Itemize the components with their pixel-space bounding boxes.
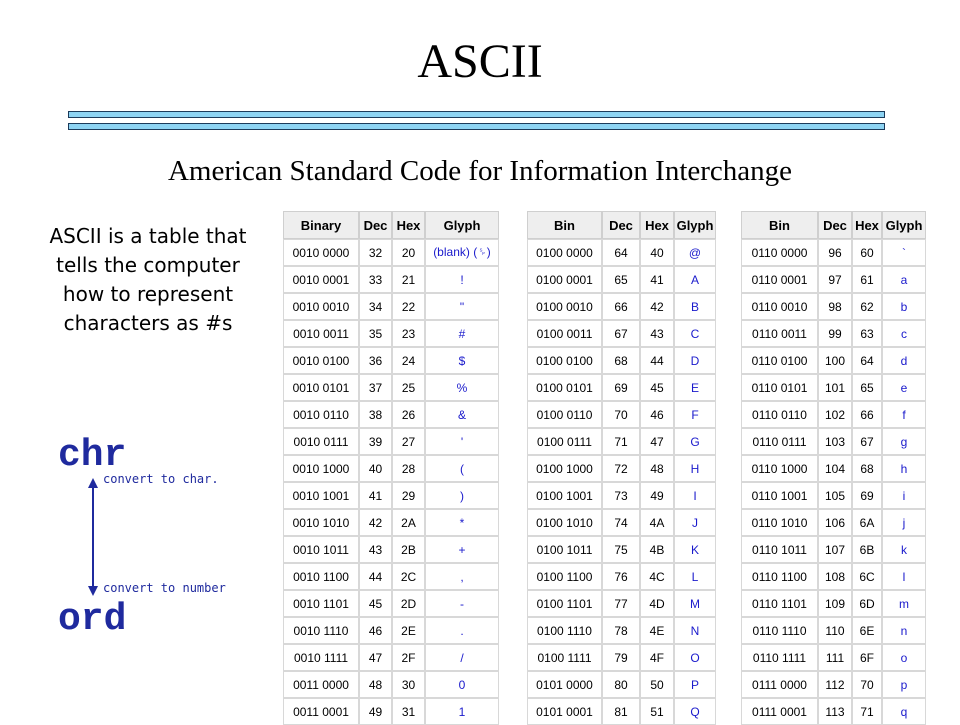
dec-cell: 72 (602, 455, 640, 482)
dec-cell: 106 (818, 509, 852, 536)
table-row (741, 428, 926, 455)
hex-cell: 48 (640, 455, 674, 482)
binary-cell: 0110 1010 (741, 509, 818, 536)
column-header-binary: Bin (741, 211, 818, 239)
dec-cell: 100 (818, 347, 852, 374)
ord-label: ord (58, 598, 127, 641)
dec-cell: 32 (359, 239, 392, 266)
hex-cell: 22 (392, 293, 425, 320)
hex-cell: 2B (392, 536, 425, 563)
hex-cell: 47 (640, 428, 674, 455)
hex-cell: 49 (640, 482, 674, 509)
glyph-cell: D (674, 347, 716, 374)
glyph-cell: P (674, 671, 716, 698)
dec-cell: 112 (818, 671, 852, 698)
dec-cell: 79 (602, 644, 640, 671)
dec-cell: 38 (359, 401, 392, 428)
table-row (283, 482, 499, 509)
dec-cell: 49 (359, 698, 392, 725)
glyph-cell: j (882, 509, 926, 536)
header-row (527, 211, 716, 239)
binary-cell: 0100 0000 (527, 239, 602, 266)
hex-cell: 27 (392, 428, 425, 455)
binary-cell: 0110 1111 (741, 644, 818, 671)
hex-cell: 60 (852, 239, 882, 266)
dec-cell: 101 (818, 374, 852, 401)
table-row (283, 698, 499, 725)
binary-cell: 0100 0010 (527, 293, 602, 320)
hex-cell: 26 (392, 401, 425, 428)
binary-cell: 0010 0001 (283, 266, 359, 293)
glyph-cell: (blank) (␠) (425, 239, 499, 266)
table-row (527, 320, 716, 347)
dec-cell: 66 (602, 293, 640, 320)
glyph-cell: h (882, 455, 926, 482)
dec-cell: 42 (359, 509, 392, 536)
slide-title: ASCII (417, 35, 543, 88)
hex-cell: 66 (852, 401, 882, 428)
ascii-table-2 (527, 211, 716, 725)
glyph-cell: / (425, 644, 499, 671)
title-rule-bottom (68, 123, 885, 130)
hex-cell: 40 (640, 239, 674, 266)
hex-cell: 2A (392, 509, 425, 536)
dec-cell: 99 (818, 320, 852, 347)
dec-cell: 64 (602, 239, 640, 266)
hex-cell: 4F (640, 644, 674, 671)
table-row (527, 347, 716, 374)
glyph-cell: + (425, 536, 499, 563)
hex-cell: 41 (640, 266, 674, 293)
column-header-glyph: Glyph (882, 211, 926, 239)
dec-cell: 107 (818, 536, 852, 563)
dec-cell: 48 (359, 671, 392, 698)
binary-cell: 0010 0010 (283, 293, 359, 320)
table-row (741, 293, 926, 320)
table-row (283, 671, 499, 698)
dec-cell: 77 (602, 590, 640, 617)
glyph-cell: f (882, 401, 926, 428)
table-row (527, 644, 716, 671)
glyph-cell: q (882, 698, 926, 725)
table-row (283, 428, 499, 455)
table-row (741, 374, 926, 401)
column-header-glyph: Glyph (425, 211, 499, 239)
table-row (741, 563, 926, 590)
glyph-cell: e (882, 374, 926, 401)
hex-cell: 4C (640, 563, 674, 590)
binary-cell: 0110 1100 (741, 563, 818, 590)
glyph-cell: Q (674, 698, 716, 725)
glyph-cell: c (882, 320, 926, 347)
hex-cell: 4D (640, 590, 674, 617)
table-row (527, 374, 716, 401)
table-row (741, 644, 926, 671)
hex-cell: 28 (392, 455, 425, 482)
dec-cell: 36 (359, 347, 392, 374)
dec-cell: 35 (359, 320, 392, 347)
binary-cell: 0100 0100 (527, 347, 602, 374)
glyph-cell: @ (674, 239, 716, 266)
table-row (283, 563, 499, 590)
glyph-cell: l (882, 563, 926, 590)
dec-cell: 96 (818, 239, 852, 266)
dec-cell: 44 (359, 563, 392, 590)
binary-cell: 0110 0001 (741, 266, 818, 293)
binary-cell: 0100 1011 (527, 536, 602, 563)
binary-cell: 0010 1101 (283, 590, 359, 617)
dec-cell: 71 (602, 428, 640, 455)
hex-cell: 6A (852, 509, 882, 536)
binary-cell: 0010 0000 (283, 239, 359, 266)
table-row (527, 617, 716, 644)
table-row (527, 482, 716, 509)
binary-cell: 0100 0111 (527, 428, 602, 455)
dec-cell: 46 (359, 617, 392, 644)
table-row (527, 266, 716, 293)
glyph-cell: # (425, 320, 499, 347)
glyph-cell: 1 (425, 698, 499, 725)
glyph-cell: M (674, 590, 716, 617)
hex-cell: 20 (392, 239, 425, 266)
binary-cell: 0110 1011 (741, 536, 818, 563)
hex-cell: 25 (392, 374, 425, 401)
table-row (283, 266, 499, 293)
binary-cell: 0010 1001 (283, 482, 359, 509)
hex-cell: 64 (852, 347, 882, 374)
table-row (741, 482, 926, 509)
hex-cell: 62 (852, 293, 882, 320)
table-row (741, 536, 926, 563)
column-header-hex: Hex (392, 211, 425, 239)
glyph-cell: o (882, 644, 926, 671)
dec-cell: 108 (818, 563, 852, 590)
hex-cell: 6D (852, 590, 882, 617)
table-row (283, 239, 499, 266)
hex-cell: 6B (852, 536, 882, 563)
slide-subtitle: American Standard Code for Information Interchange (167, 155, 793, 187)
table-row (283, 644, 499, 671)
glyph-cell: B (674, 293, 716, 320)
table-row (741, 347, 926, 374)
table-row (283, 536, 499, 563)
binary-cell: 0100 1010 (527, 509, 602, 536)
table-row (741, 590, 926, 617)
dec-cell: 75 (602, 536, 640, 563)
glyph-cell: m (882, 590, 926, 617)
glyph-cell: g (882, 428, 926, 455)
glyph-cell: L (674, 563, 716, 590)
binary-cell: 0100 0101 (527, 374, 602, 401)
hex-cell: 29 (392, 482, 425, 509)
binary-cell: 0100 1000 (527, 455, 602, 482)
hex-cell: 21 (392, 266, 425, 293)
hex-cell: 4B (640, 536, 674, 563)
table-row (741, 401, 926, 428)
hex-cell: 6F (852, 644, 882, 671)
hex-cell: 51 (640, 698, 674, 725)
binary-cell: 0010 1010 (283, 509, 359, 536)
glyph-cell: ! (425, 266, 499, 293)
table-row (527, 428, 716, 455)
dec-cell: 113 (818, 698, 852, 725)
hex-cell: 6E (852, 617, 882, 644)
dec-cell: 45 (359, 590, 392, 617)
binary-cell: 0110 1001 (741, 482, 818, 509)
dec-cell: 109 (818, 590, 852, 617)
binary-cell: 0110 0111 (741, 428, 818, 455)
glyph-cell: ( (425, 455, 499, 482)
dec-cell: 69 (602, 374, 640, 401)
dec-cell: 102 (818, 401, 852, 428)
glyph-cell: * (425, 509, 499, 536)
binary-cell: 0100 1100 (527, 563, 602, 590)
header-row (283, 211, 499, 239)
binary-cell: 0100 1111 (527, 644, 602, 671)
table-row (283, 509, 499, 536)
hex-cell: 65 (852, 374, 882, 401)
table-row (283, 293, 499, 320)
binary-cell: 0010 1110 (283, 617, 359, 644)
chr-caption: convert to char. (103, 472, 219, 486)
dec-cell: 98 (818, 293, 852, 320)
table-row (741, 671, 926, 698)
hex-cell: 24 (392, 347, 425, 374)
ascii-table-1 (283, 211, 499, 725)
binary-cell: 0010 1000 (283, 455, 359, 482)
table-row (741, 320, 926, 347)
dec-cell: 104 (818, 455, 852, 482)
binary-cell: 0100 0001 (527, 266, 602, 293)
table-row (527, 698, 716, 725)
binary-cell: 0011 0000 (283, 671, 359, 698)
title-rule-top (68, 111, 885, 118)
table-row (283, 590, 499, 617)
dec-cell: 68 (602, 347, 640, 374)
hex-cell: 4E (640, 617, 674, 644)
column-header-binary: Bin (527, 211, 602, 239)
table-row (741, 617, 926, 644)
dec-cell: 74 (602, 509, 640, 536)
column-header-dec: Dec (818, 211, 852, 239)
glyph-cell: & (425, 401, 499, 428)
dec-cell: 65 (602, 266, 640, 293)
binary-cell: 0100 0110 (527, 401, 602, 428)
table-row (741, 698, 926, 725)
hex-cell: 2F (392, 644, 425, 671)
binary-cell: 0100 1101 (527, 590, 602, 617)
binary-cell: 0011 0001 (283, 698, 359, 725)
glyph-cell: - (425, 590, 499, 617)
table-row (741, 509, 926, 536)
hex-cell: 69 (852, 482, 882, 509)
hex-cell: 6C (852, 563, 882, 590)
binary-cell: 0110 1101 (741, 590, 818, 617)
intro-text: ASCII is a table that tells the computer how to represent characters as #s (49, 224, 247, 335)
glyph-cell: a (882, 266, 926, 293)
hex-cell: 61 (852, 266, 882, 293)
glyph-cell: O (674, 644, 716, 671)
hex-cell: 42 (640, 293, 674, 320)
hex-cell: 4A (640, 509, 674, 536)
hex-cell: 2E (392, 617, 425, 644)
glyph-cell: H (674, 455, 716, 482)
hex-cell: 31 (392, 698, 425, 725)
hex-cell: 50 (640, 671, 674, 698)
dec-cell: 33 (359, 266, 392, 293)
glyph-cell: G (674, 428, 716, 455)
glyph-cell: ) (425, 482, 499, 509)
glyph-cell: N (674, 617, 716, 644)
dec-cell: 97 (818, 266, 852, 293)
glyph-cell: . (425, 617, 499, 644)
glyph-cell: I (674, 482, 716, 509)
table-row (527, 239, 716, 266)
hex-cell: 71 (852, 698, 882, 725)
header-row (741, 211, 926, 239)
binary-cell: 0010 0101 (283, 374, 359, 401)
glyph-cell: i (882, 482, 926, 509)
glyph-cell: d (882, 347, 926, 374)
binary-cell: 0010 0111 (283, 428, 359, 455)
glyph-cell: $ (425, 347, 499, 374)
dec-cell: 80 (602, 671, 640, 698)
hex-cell: 46 (640, 401, 674, 428)
binary-cell: 0110 0010 (741, 293, 818, 320)
table-row (527, 590, 716, 617)
glyph-cell: % (425, 374, 499, 401)
dec-cell: 47 (359, 644, 392, 671)
glyph-cell: 0 (425, 671, 499, 698)
binary-cell: 0010 1011 (283, 536, 359, 563)
table-row (527, 671, 716, 698)
table-row (527, 536, 716, 563)
dec-cell: 110 (818, 617, 852, 644)
glyph-cell: J (674, 509, 716, 536)
dec-cell: 73 (602, 482, 640, 509)
binary-cell: 0110 0100 (741, 347, 818, 374)
glyph-cell: b (882, 293, 926, 320)
column-header-dec: Dec (602, 211, 640, 239)
hex-cell: 70 (852, 671, 882, 698)
binary-cell: 0110 0000 (741, 239, 818, 266)
table-row (527, 455, 716, 482)
binary-cell: 0101 0001 (527, 698, 602, 725)
table-row (527, 509, 716, 536)
table-row (283, 374, 499, 401)
dec-cell: 67 (602, 320, 640, 347)
binary-cell: 0111 0000 (741, 671, 818, 698)
table-row (283, 320, 499, 347)
table-row (527, 401, 716, 428)
hex-cell: 45 (640, 374, 674, 401)
binary-cell: 0100 0011 (527, 320, 602, 347)
glyph-cell: F (674, 401, 716, 428)
binary-cell: 0110 1110 (741, 617, 818, 644)
table-row (741, 266, 926, 293)
glyph-cell: A (674, 266, 716, 293)
ord-caption: convert to number (103, 581, 226, 595)
hex-cell: 44 (640, 347, 674, 374)
dec-cell: 76 (602, 563, 640, 590)
hex-cell: 30 (392, 671, 425, 698)
glyph-cell: k (882, 536, 926, 563)
hex-cell: 68 (852, 455, 882, 482)
glyph-cell: n (882, 617, 926, 644)
binary-cell: 0100 1001 (527, 482, 602, 509)
binary-cell: 0111 0001 (741, 698, 818, 725)
glyph-cell: p (882, 671, 926, 698)
binary-cell: 0010 1100 (283, 563, 359, 590)
binary-cell: 0010 0011 (283, 320, 359, 347)
glyph-cell: ' (425, 428, 499, 455)
glyph-cell: C (674, 320, 716, 347)
table-row (741, 455, 926, 482)
glyph-cell: K (674, 536, 716, 563)
table-row (527, 293, 716, 320)
dec-cell: 34 (359, 293, 392, 320)
dec-cell: 78 (602, 617, 640, 644)
dec-cell: 105 (818, 482, 852, 509)
column-header-hex: Hex (640, 211, 674, 239)
column-header-glyph: Glyph (674, 211, 716, 239)
binary-cell: 0110 0110 (741, 401, 818, 428)
ascii-table-3 (741, 211, 926, 725)
double-arrow-icon (86, 478, 100, 596)
dec-cell: 43 (359, 536, 392, 563)
table-row (527, 563, 716, 590)
dec-cell: 37 (359, 374, 392, 401)
binary-cell: 0100 1110 (527, 617, 602, 644)
table-row (741, 239, 926, 266)
chr-label: chr (58, 434, 127, 477)
hex-cell: 67 (852, 428, 882, 455)
dec-cell: 81 (602, 698, 640, 725)
dec-cell: 111 (818, 644, 852, 671)
hex-cell: 23 (392, 320, 425, 347)
table-row (283, 401, 499, 428)
table-row (283, 617, 499, 644)
column-header-hex: Hex (852, 211, 882, 239)
column-header-binary: Binary (283, 211, 359, 239)
dec-cell: 41 (359, 482, 392, 509)
glyph-cell: ` (882, 239, 926, 266)
binary-cell: 0110 1000 (741, 455, 818, 482)
binary-cell: 0101 0000 (527, 671, 602, 698)
dec-cell: 40 (359, 455, 392, 482)
binary-cell: 0110 0011 (741, 320, 818, 347)
dec-cell: 103 (818, 428, 852, 455)
hex-cell: 43 (640, 320, 674, 347)
dec-cell: 70 (602, 401, 640, 428)
column-header-dec: Dec (359, 211, 392, 239)
hex-cell: 63 (852, 320, 882, 347)
binary-cell: 0110 0101 (741, 374, 818, 401)
binary-cell: 0010 0100 (283, 347, 359, 374)
glyph-cell: E (674, 374, 716, 401)
hex-cell: 2D (392, 590, 425, 617)
glyph-cell: " (425, 293, 499, 320)
table-row (283, 455, 499, 482)
binary-cell: 0010 1111 (283, 644, 359, 671)
binary-cell: 0010 0110 (283, 401, 359, 428)
hex-cell: 2C (392, 563, 425, 590)
table-row (283, 347, 499, 374)
dec-cell: 39 (359, 428, 392, 455)
glyph-cell: , (425, 563, 499, 590)
